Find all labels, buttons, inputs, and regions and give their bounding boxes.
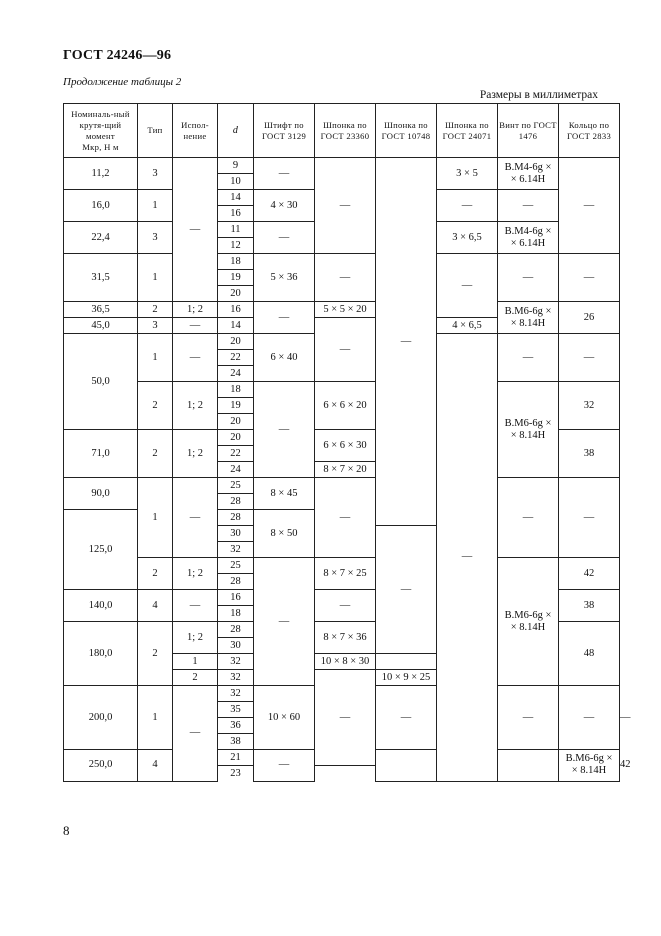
- table-continuation-caption: Продолжение таблицы 2: [63, 76, 182, 88]
- d-cell: 19: [218, 270, 254, 286]
- type-cell: 2: [138, 558, 173, 590]
- d-cell: 11: [218, 222, 254, 238]
- col-header-version: Испол-нение: [173, 104, 218, 158]
- version-cell: 1: [173, 654, 218, 670]
- screw-cell: В.М6-6g × × 8.14Н: [498, 558, 559, 686]
- torque-cell: 11,2: [64, 158, 138, 190]
- pin-cell: —: [254, 382, 315, 478]
- d-cell: 22: [218, 446, 254, 462]
- d-cell: 16: [218, 302, 254, 318]
- screw-cell: В.М6-6g × × 8.14Н: [498, 382, 559, 478]
- coupling-table: [63, 103, 631, 782]
- screw-cell: —: [498, 254, 559, 302]
- torque-cell: 250,0: [64, 750, 138, 782]
- screw-cell: В.М4-6g × × 6.14Н: [498, 222, 559, 254]
- pin-cell: —: [254, 302, 315, 334]
- screw-cell: В.М6-6g × × 8.14Н: [498, 302, 559, 334]
- type-cell: 1: [138, 686, 173, 750]
- key23360-cell: —: [315, 590, 376, 622]
- d-cell: 35: [218, 702, 254, 718]
- key23360-cell: 10 × 8 × 30: [315, 654, 376, 670]
- type-cell: 3: [138, 158, 173, 190]
- table-row: 200,0 1 — 32 10 × 60 — — — —: [64, 686, 620, 702]
- torque-cell: 200,0: [64, 686, 138, 750]
- type-cell: 1: [138, 190, 173, 222]
- version-cell: 1; 2: [173, 302, 218, 318]
- table-row: [64, 478, 620, 494]
- ring-cell: —: [559, 334, 620, 382]
- version-cell: 2: [173, 670, 218, 686]
- d-cell: 30: [218, 638, 254, 654]
- torque-cell: 50,0: [64, 334, 138, 430]
- d-cell: 24: [218, 366, 254, 382]
- pin-cell: 10 × 60: [254, 686, 315, 750]
- pin-cell: 8 × 45: [254, 478, 315, 510]
- version-cell: —: [173, 334, 218, 382]
- table-row: [64, 158, 620, 174]
- type-cell: 1: [138, 334, 173, 382]
- key23360-cell: —: [315, 478, 376, 558]
- pin-cell: —: [254, 158, 315, 190]
- key24071-cell: [498, 750, 559, 782]
- d-cell: 28: [218, 510, 254, 526]
- key24071-cell: 3 × 5: [437, 158, 498, 190]
- key10748-cell: [376, 750, 437, 782]
- torque-cell: 180,0: [64, 622, 138, 686]
- version-cell: 1; 2: [173, 622, 218, 654]
- type-cell: 1: [138, 254, 173, 302]
- col-header-pin: Штифт по ГОСТ 3129: [254, 104, 315, 158]
- key24071-cell: 3 × 6,5: [437, 222, 498, 254]
- table-header-row: [64, 104, 620, 158]
- d-cell: 32: [218, 670, 254, 686]
- torque-cell: 140,0: [64, 590, 138, 622]
- d-cell: 23: [218, 766, 254, 782]
- col-header-key-24071: Шпонка по ГОСТ 24071: [437, 104, 498, 158]
- d-cell: 14: [218, 318, 254, 334]
- type-cell: 2: [138, 430, 173, 478]
- key23360-cell: —: [315, 670, 376, 766]
- screw-cell: В.М4-6g × × 6.14Н: [498, 158, 559, 190]
- torque-cell: 125,0: [64, 510, 138, 590]
- key23360-cell: 8 × 7 × 20: [315, 462, 376, 478]
- col-header-ring: Кольцо по ГОСТ 2833: [559, 104, 620, 158]
- ring-cell: 48: [559, 622, 620, 686]
- dimensions-note: Размеры в миллиметрах: [479, 89, 598, 101]
- torque-cell: 16,0: [64, 190, 138, 222]
- key23360-cell: 6 × 6 × 30: [315, 430, 376, 462]
- d-cell: 25: [218, 478, 254, 494]
- screw-cell: —: [498, 478, 559, 558]
- d-cell: 20: [218, 286, 254, 302]
- d-cell: 18: [218, 606, 254, 622]
- d-cell: 16: [218, 206, 254, 222]
- torque-cell: 22,4: [64, 222, 138, 254]
- ring-cell: 38: [559, 590, 620, 622]
- type-cell: 2: [138, 382, 173, 430]
- d-cell: 36: [218, 718, 254, 734]
- d-cell: 28: [218, 494, 254, 510]
- pin-cell: 4 × 30: [254, 190, 315, 222]
- table-row: [64, 558, 620, 574]
- version-cell: —: [173, 590, 218, 622]
- key10748-cell: —: [376, 158, 437, 526]
- ring-cell: 32: [559, 382, 620, 430]
- type-cell: 1: [138, 478, 173, 558]
- key10748-cell: 10 × 9 × 25: [376, 670, 437, 686]
- d-cell: 16: [218, 590, 254, 606]
- table-row: [64, 382, 620, 398]
- pin-cell: 5 × 36: [254, 254, 315, 302]
- type-cell: 2: [138, 302, 173, 318]
- d-cell: 25: [218, 558, 254, 574]
- d-cell: 9: [218, 158, 254, 174]
- d-cell: 20: [218, 334, 254, 350]
- pin-cell: 6 × 40: [254, 334, 315, 382]
- type-cell: 3: [138, 222, 173, 254]
- key23360-cell: 8 × 7 × 25: [315, 558, 376, 590]
- table-row: [64, 254, 620, 270]
- key24071-cell: —: [437, 334, 498, 782]
- d-cell: 10: [218, 174, 254, 190]
- screw-cell: —: [559, 686, 620, 750]
- table-row: 250,0 4 21 — В.М6-6g × × 8.14Н 42: [64, 750, 620, 766]
- pin-cell: 8 × 50: [254, 510, 315, 558]
- version-cell: 1; 2: [173, 558, 218, 590]
- table-row: [64, 302, 620, 318]
- d-cell: 32: [218, 654, 254, 670]
- d-cell: 18: [218, 254, 254, 270]
- col-header-key-10748: Шпонка по ГОСТ 10748: [376, 104, 437, 158]
- key10748-cell: —: [376, 526, 437, 654]
- torque-cell: 45,0: [64, 318, 138, 334]
- d-cell: 32: [218, 542, 254, 558]
- key24071-cell: 4 × 6,5: [437, 318, 498, 334]
- col-header-d: d: [218, 104, 254, 158]
- d-cell: 19: [218, 398, 254, 414]
- page-number: 8: [63, 823, 70, 838]
- torque-cell: 31,5: [64, 254, 138, 302]
- ring-cell: —: [559, 478, 620, 558]
- type-cell: 4: [138, 750, 173, 782]
- version-cell: —: [173, 158, 218, 302]
- type-cell: 2: [138, 622, 173, 686]
- d-cell: 32: [218, 686, 254, 702]
- col-header-screw: Винт по ГОСТ 1476: [498, 104, 559, 158]
- d-cell: 18: [218, 382, 254, 398]
- version-cell: 1; 2: [173, 382, 218, 430]
- torque-cell: 36,5: [64, 302, 138, 318]
- col-header-key-23360: Шпонка по ГОСТ 23360: [315, 104, 376, 158]
- d-cell: 20: [218, 430, 254, 446]
- ring-cell: —: [559, 254, 620, 302]
- ring-cell: —: [559, 158, 620, 254]
- d-cell: 14: [218, 190, 254, 206]
- version-cell: 1; 2: [173, 430, 218, 478]
- screw-cell: В.М6-6g × × 8.14Н: [559, 750, 620, 782]
- pin-cell: —: [254, 558, 315, 686]
- type-cell: 4: [138, 590, 173, 622]
- ring-cell: 42: [559, 558, 620, 590]
- key23360-cell: 5 × 5 × 20: [315, 302, 376, 318]
- key24071-cell: —: [437, 190, 498, 222]
- type-cell: 3: [138, 318, 173, 334]
- d-cell: 21: [218, 750, 254, 766]
- col-header-type: Тип: [138, 104, 173, 158]
- version-cell: —: [173, 318, 218, 334]
- key24071-cell: —: [437, 254, 498, 318]
- screw-cell: —: [498, 190, 559, 222]
- ring-cell: 26: [559, 302, 620, 334]
- key23360-cell: 8 × 7 × 36: [315, 622, 376, 654]
- version-cell: —: [173, 686, 218, 782]
- d-cell: 22: [218, 350, 254, 366]
- torque-cell: 90,0: [64, 478, 138, 510]
- key23360-cell: —: [315, 318, 376, 382]
- ring-cell: 38: [559, 430, 620, 478]
- d-cell: 28: [218, 574, 254, 590]
- d-cell: 20: [218, 414, 254, 430]
- screw-cell: —: [498, 334, 559, 382]
- pin-cell: —: [254, 750, 315, 782]
- d-cell: 24: [218, 462, 254, 478]
- document-header: ГОСТ 24246—96: [63, 48, 172, 63]
- key23360-cell: —: [315, 158, 376, 254]
- d-cell: 12: [218, 238, 254, 254]
- key23360-cell: —: [315, 254, 376, 302]
- col-header-torque: Номиналь-ный крутя-щий момент Mкр, Н м: [64, 104, 138, 158]
- d-cell: 30: [218, 526, 254, 542]
- pin-cell: —: [254, 222, 315, 254]
- torque-cell: 71,0: [64, 430, 138, 478]
- key23360-cell: 6 × 6 × 20: [315, 382, 376, 430]
- d-cell: 28: [218, 622, 254, 638]
- version-cell: —: [173, 478, 218, 558]
- key10748-cell: —: [376, 686, 437, 750]
- d-cell: 38: [218, 734, 254, 750]
- key24071-cell: —: [498, 686, 559, 750]
